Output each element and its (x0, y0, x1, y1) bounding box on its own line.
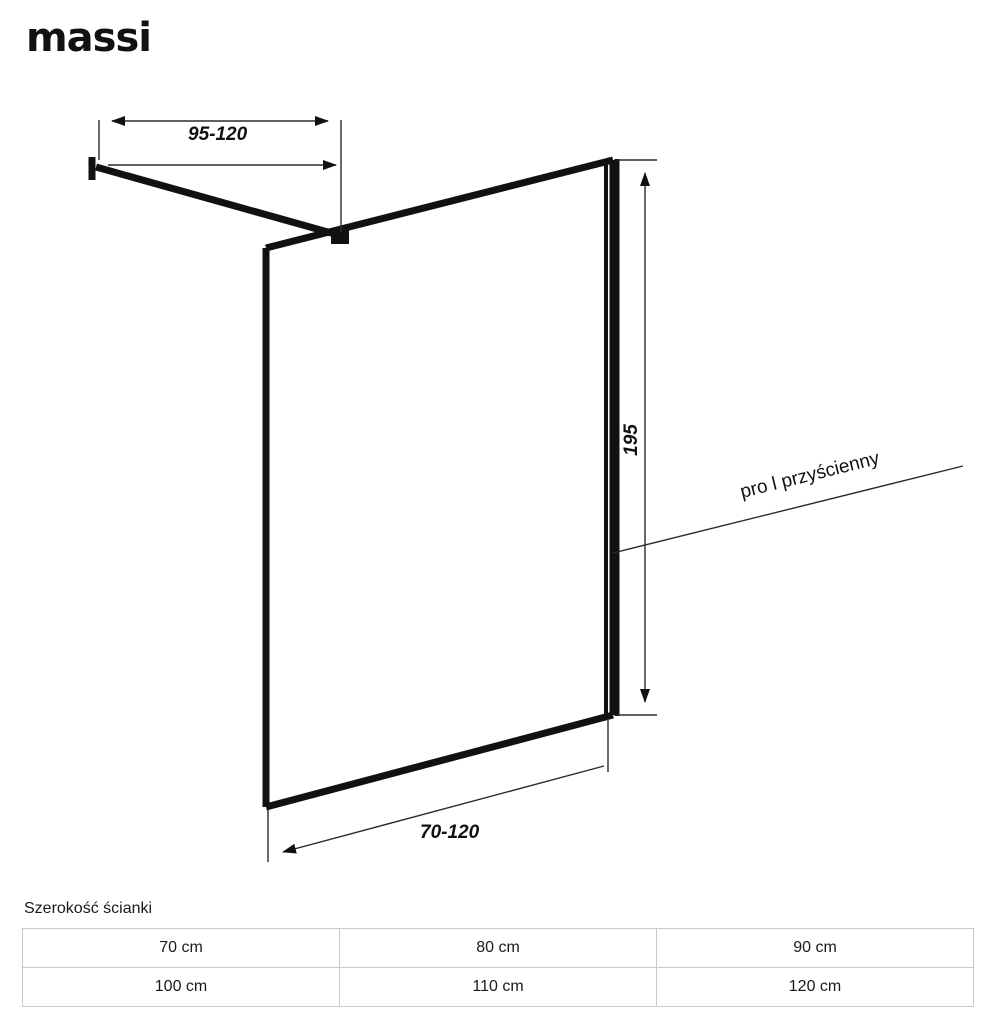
table-row (23, 929, 974, 968)
dimension-height-label: 195 (621, 424, 642, 456)
table-cell: 100 cm (23, 968, 340, 1007)
glass-panel-outline (266, 160, 613, 807)
dimension-bottom-width-label: 70-120 (420, 822, 480, 843)
sizes-table-section (22, 900, 974, 1007)
table-cell: 70 cm (23, 929, 340, 968)
table-row (23, 968, 974, 1007)
callout-wall-profile-label: pro l przyścienny (738, 447, 882, 503)
table-cell: 110 cm (340, 968, 657, 1007)
sizes-table-caption: Szerokość ścianki (24, 900, 153, 917)
callout-wall-profile (613, 448, 963, 553)
table-cell: 80 cm (340, 929, 657, 968)
table-cell: 90 cm (657, 929, 974, 968)
table-cell: 120 cm (657, 968, 974, 1007)
support-bar (92, 157, 349, 244)
dimension-height (617, 160, 657, 715)
sizes-table (22, 928, 974, 1007)
brand-logo: massi (26, 15, 151, 61)
dimension-top-width-label: 95-120 (188, 124, 248, 145)
